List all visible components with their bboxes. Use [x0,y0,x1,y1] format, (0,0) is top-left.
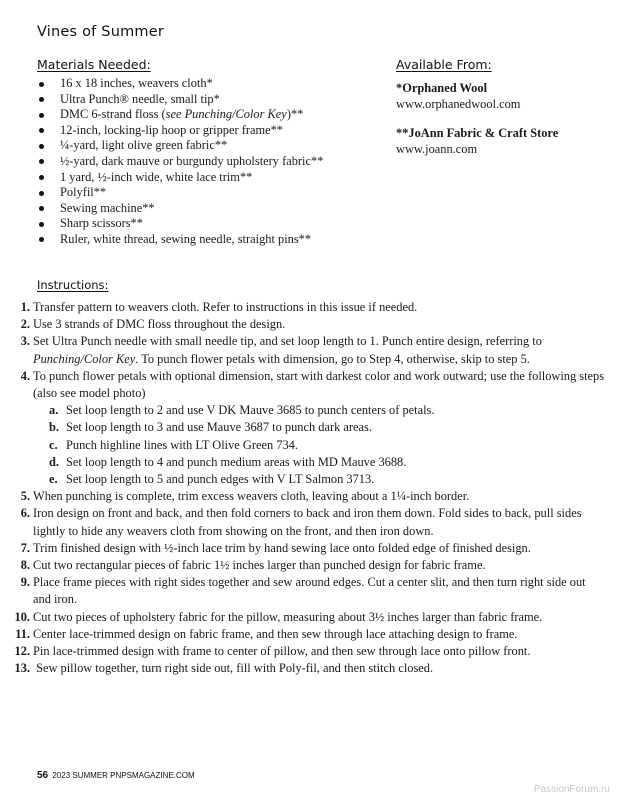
step-2: 2. Use 3 strands of DMC floss throughout the design. [20,317,286,332]
substep-d: d. Set loop length to 4 and punch medium areas with MD Mauve 3688. [49,454,407,469]
list-item: Ultra Punch® needle, small tip* [37,92,377,108]
instructions-list [10,299,605,677]
list-item: Polyfil** [37,185,377,201]
page-number: 56 [37,770,49,781]
supplier-list [396,81,606,157]
instructions-heading: Instructions: [37,278,109,292]
watermark: PassionForum.ru [533,784,610,795]
step-13: 13. Sew pillow together, turn right side out, fill with Poly-fil, and then stitch closed. [14,661,434,676]
step-1: 1. Transfer pattern to weavers cloth. Refer to instructions in this issue if needed. [20,300,418,314]
step-4-substeps [33,402,605,488]
list-item: Ruler, white thread, sewing needle, straight pins** [37,232,377,248]
page-title: Vines of Summer [37,24,165,40]
list-item: Sewing machine** [37,201,377,217]
available-from-heading: Available From: [396,57,492,72]
list-item: ¼-yard, light olive green fabric** [37,138,377,154]
substep-a: a. Set loop length to 2 and use V DK Mauve 3685 to punch centers of petals. [49,403,435,418]
step-12: 12. Pin lace-trimmed design with frame to center of pillow, and then sew through lace onto pillow front. [14,644,531,659]
list-item: 1 yard, ½-inch wide, white lace trim** [37,170,377,186]
substep-b: b. Set loop length to 3 and use Mauve 3687 to punch dark areas. [49,420,372,435]
supplier-name: *Orphaned Wool [396,81,488,95]
list-item: DMC 6-strand floss (see Punching/Color Key)** [37,107,377,123]
supplier-url: www.orphanedwool.com [396,96,521,111]
supplier-url: www.joann.com [396,141,478,156]
list-item: ½-yard, dark mauve or burgundy upholstery fabric** [37,154,377,170]
step-5: 5. When punching is complete, trim excess weavers cloth, leaving about a 1¼-inch border. [20,489,470,504]
issue-label: 2023 SUMMER [52,771,108,780]
step-11: 11. Center lace-trimmed design on fabric frame, and then sew through lace attaching design to frame. [15,626,518,641]
step-8: 8. Cut two rectangular pieces of fabric 1½ inches larger than punched design for fabric frame. [20,558,486,573]
supplier-name: **JoAnn Fabric & Craft Store [396,126,559,140]
materials-list [37,76,377,248]
substep-c: c. Punch highline lines with LT Olive Green 734. [49,437,298,452]
list-item: 12-inch, locking-lip hoop or gripper frame** [37,123,377,139]
magazine-site: PNPSMAGAZINE.COM [110,771,195,780]
supplier-orphaned-wool [396,81,606,112]
supplier-joann [396,126,606,157]
step-10: 10. Cut two pieces of upholstery fabric for the pillow, measuring about 3½ inches larger than fabric frame. [14,609,543,624]
substep-e: e. Set loop length to 5 and punch edges with V LT Salmon 3713. [49,472,375,487]
page-footer [37,770,195,781]
step-4: 4. To punch flower petals with optional dimension, start with darkest color and work outward; use the following steps (also see model photo) a. Set loop length to 2 and use V DK Mauve 3685 to punch centers of petals. b. Set loop length to 3 and use Mauve 3687 to punch dark areas. c. Punch highline lines with LT Olive Green 734. d. Set loop length to 4 and punch medium areas with MD Mauve 3688. e. Set loop length to 5 and punch edges with V LT Salmon 3713. [10,368,605,488]
step-9: 9. Place frame pieces with right sides together and sew around edges. Cut a center slit, and then turn right side out and iron. [20,575,586,607]
step-7: 7. Trim finished design with ½-inch lace trim by hand sewing lace onto folded edge of finished design. [20,540,531,555]
list-item: Sharp scissors** [37,216,377,232]
materials-heading: Materials Needed: [37,57,151,72]
list-item: 16 x 18 inches, weavers cloth* [37,76,377,92]
step-3: 3. Set Ultra Punch needle with small needle tip, and set loop length to 1. Punch entire design, referring to Punching/Color Key. To punch flower petals with dimension, go to Step 4, otherwise, skip to step 5. [20,334,542,366]
step-6: 6. Iron design on front and back, and then fold corners to back and iron them down. Fold sides to back, pull sides lightly to hide any weavers cloth from showing on the front, and then iron down. [20,506,582,538]
